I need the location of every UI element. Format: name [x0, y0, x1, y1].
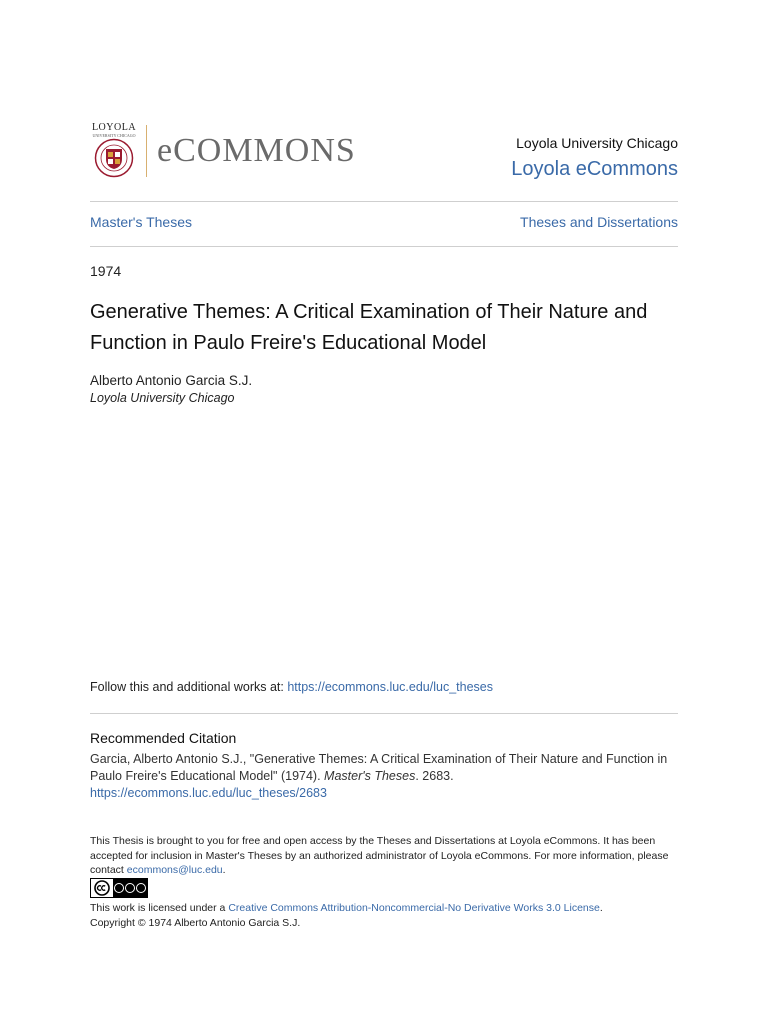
divider [90, 713, 678, 714]
noncommercial-icon [125, 883, 135, 893]
citation-body: Garcia, Alberto Antonio S.J., "Generative Themes: A Critical Examination of Their Nature and Function in Paulo Freire's Educational Model" (1974). [90, 752, 668, 783]
seal-crest-icon [94, 138, 134, 178]
contact-email-link[interactable]: ecommons@luc.edu [126, 864, 223, 876]
seal-subtext: UNIVERSITY CHICAGO [92, 133, 136, 138]
seal-word: LOYOLA [91, 122, 137, 133]
header [90, 118, 678, 184]
cc-license-badge[interactable] [90, 878, 148, 898]
license-prefix: This work is licensed under a [90, 902, 229, 914]
collection-url-link[interactable]: https://ecommons.luc.edu/luc_theses [287, 680, 493, 694]
divider [90, 201, 678, 202]
divider [90, 246, 678, 247]
masters-theses-link[interactable]: Master's Theses [90, 214, 193, 230]
author-affiliation: Loyola University Chicago [90, 391, 235, 405]
copyright-line: Copyright © 1974 Alberto Antonio Garcia S.J. [90, 916, 301, 929]
repository-link[interactable]: Loyola eCommons [511, 158, 678, 180]
citation-series: Master's Theses [324, 769, 416, 783]
publication-year: 1974 [90, 263, 122, 279]
citation-url-link[interactable]: https://ecommons.luc.edu/luc_theses/2683 [90, 786, 327, 800]
notice-end: . [222, 864, 226, 876]
citation-number: . 2683. [415, 769, 454, 783]
citation-heading: Recommended Citation [90, 730, 237, 746]
license-link[interactable]: Creative Commons Attribution-Noncommercial-No Derivative Works 3.0 License [228, 902, 600, 914]
cc-icon [91, 879, 113, 897]
notice-text: This Thesis is brought to you for free and open access by the Theses and Dissertations at Loyola eCommons. It has been accepted for inclusion in Master's Theses by an authorized administrator of Loyola eCommons. For more information, please contact [90, 835, 669, 876]
author-name: Alberto Antonio Garcia S.J. [90, 373, 253, 388]
by-icon [114, 883, 124, 893]
ecommons-wordmark: eCOMMONS [157, 131, 356, 169]
follow-line [90, 680, 493, 694]
license-suffix: . [599, 902, 603, 914]
citation-text [90, 751, 680, 802]
no-derivatives-icon [136, 883, 146, 893]
ecommons-logo[interactable] [90, 123, 356, 178]
logo-divider [146, 125, 147, 177]
follow-label: Follow this and additional works at: [90, 680, 288, 694]
institution-name: Loyola University Chicago [516, 135, 678, 151]
theses-dissertations-link[interactable]: Theses and Dissertations [520, 214, 678, 230]
access-notice [90, 834, 680, 878]
license-statement [90, 901, 690, 930]
work-title: Generative Themes: A Critical Examination of Their Nature and Function in Paulo Freire's Educational Model [90, 301, 648, 354]
loyola-seal [90, 123, 138, 178]
cc-terms [113, 879, 147, 897]
